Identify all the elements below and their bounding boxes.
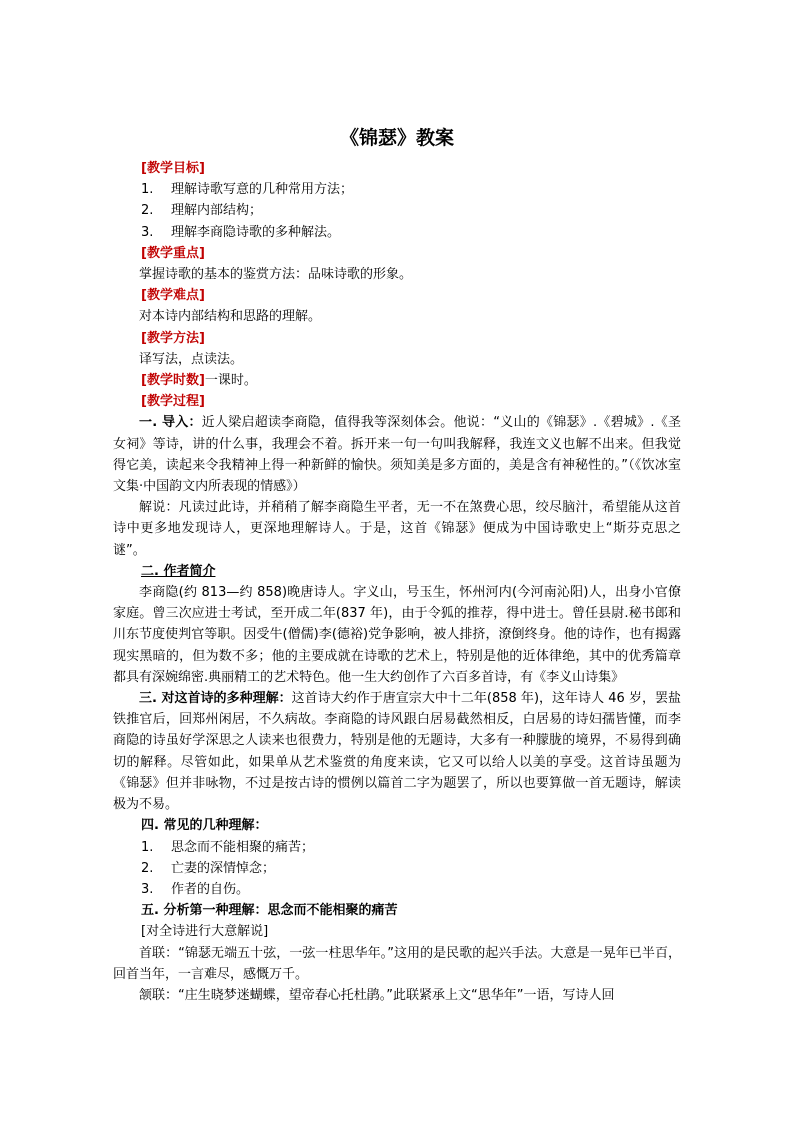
couplet-1: 首联：“锦瑟无端五十弦，一弦一柱思华年。”这用的是民歌的起兴手法。大意是一晃年已半百，回首当年，一言难尽，感慨万千。 [113,945,681,982]
section-understanding: 三. 对这首诗的多种理解：这首诗大约作于唐宣宗大中十二年(858 年)，这年诗人 46 岁，罢盐铁推官后，回郑州闲居，不久病故。李商隐的诗风跟白居易截然相反，白居易的诗妇孺皆懂，而李商隐的诗虽好学深思之人读来也很费力，特别是他的无题诗，大多有一种朦胧的境界，不易得到确切的解释。尽管如此，如果单从艺术鉴赏的角度来读，它又可以给人以美的享受。这首诗虽题为《锦瑟》但并非咏物，不过是按古诗的惯例以篇首二字为题罢了，所以也要算做一首无题诗，解读极为不易。 [113,691,681,813]
section-common-heading: 四. 常见的几种理解： [141,818,268,834]
heading-difficult: [教学难点] [141,288,205,304]
section-analysis-heading: 五. 分析第一种理解：思念而不能相聚的痛苦 [141,903,398,919]
document-title: 《锦瑟》教案 [339,127,454,149]
heading-method: [教学方法] [141,330,205,346]
couplet-2: 颔联：“庄生晓梦迷蝴蝶，望帝春心托杜鹃。”此联紧承上文“思华年”一语，写诗人回 [139,987,615,1003]
heading-key: [教学重点] [141,245,205,261]
method-text: 译写法，点读法。 [139,351,244,367]
key-text: 掌握诗歌的基本的鉴赏方法：品味诗歌的形象。 [139,267,413,283]
list-item: 3. 理解李商隐诗歌的多种解法。 [141,224,341,240]
heading-process: [教学过程] [141,394,205,410]
heading-time: [教学时数]一课时。 [141,373,257,389]
difficult-text: 对本诗内部结构和思路的理解。 [139,309,322,325]
heading-goals: [教学目标] [141,161,205,176]
section-author-text: 李商隐(约 813—约 858)晚唐诗人。字义山，号玉生，怀州河内(今河南沁阳)人，出身小官僚家庭。曾三次应进士考试，至开成二年(837 年)，由于令狐的推荐，得中进士。曾任县尉.秘书郎和川东节度使判官等职。因受牛(僧儒)李(德裕)党争影响，被人排挤，潦倒终身。他的诗作，也有揭露现实黑暗的，但为数不多；他的主要成就在诗歌的艺术上，特别是他的近体律绝，其中的优秀篇章都具有深婉绵密.典丽精工的艺术特色。他一生大约创作了六百多首诗，有《李义山诗集》 [113,585,681,685]
section-intro: 一. 导入：近人梁启超读李商隐，值得我等深刻体会。他说：“义山的《锦瑟》.《碧城》.《圣女祠》等诗，讲的什么事，我理会不着。拆开来一句一句叫我解释，我连文义也解不出来。但我觉得它美，读起来令我精神上得一种新鲜的愉快。须知美是多方面的，美是含有神秘性的。”（《饮冰室文集·中国韵文内所表现的情感》） [113,415,681,495]
list-item: 2. 亡妻的深情悼念； [141,860,276,876]
section-analysis-bracket: [对全诗进行大意解说] [141,924,269,940]
list-item: 2. 理解内部结构； [141,203,263,219]
list-item: 1. 理解诗歌写意的几种常用方法； [141,182,354,198]
list-item: 1. 思念而不能相聚的痛苦； [141,839,315,855]
section-author-heading: 二. 作者简介 [141,563,216,579]
list-item: 3. 作者的自伤。 [141,881,250,897]
section-intro-explain: 解说：凡读过此诗，并稍稍了解李商隐生平者，无一不在煞费心思，绞尽脑汁，希望能从这首诗中更多地发现诗人，更深地理解诗人。于是，这首《锦瑟》便成为中国诗歌史上“斯芬克思之谜”。 [113,500,681,558]
document-page [113,120,681,1006]
